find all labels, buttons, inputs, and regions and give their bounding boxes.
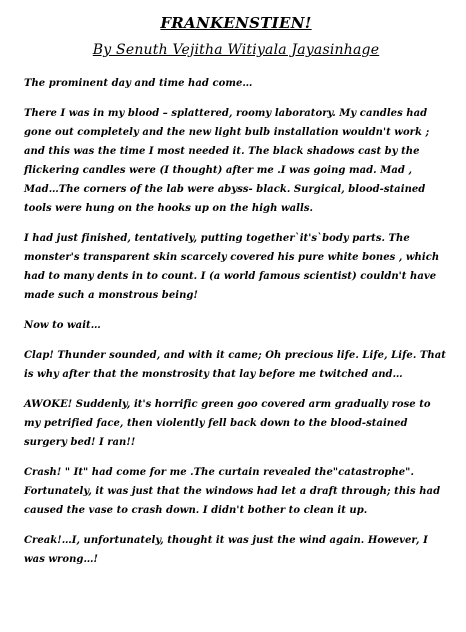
paragraph-awoke: AWOKE! Suddenly, it's horrific green goo covered arm gradually rose to my petrified face, then violently fell back down to the blood-stained surgery bed! I ran!! bbox=[24, 399, 431, 448]
paragraph-thunder: Clap! Thunder sounded, and with it came; Oh precious life. Life, Life. That is why after that the monstrosity that lay before me twitched and… bbox=[24, 350, 446, 380]
paragraph-body-parts: I had just finished, tentatively, putting together`it's`body parts. The monster's transparent skin scarcely covered his pure white bones , which had to many dents in to count. I (a world famous scientist) couldn't have made such a monstrous being! bbox=[24, 233, 440, 301]
paragraph-crash: Crash! " It" had come for me .The curtain revealed the"catastrophe". Fortunately, it was just that the windows had let a draft through; this had caused the vase to crash down. I didn't bother to clean it up. bbox=[24, 467, 441, 516]
author-byline: By Senuth Vejitha Witiyala Jayasinhage bbox=[92, 42, 380, 58]
paragraph-opening: The prominent day and time had come… bbox=[24, 78, 253, 89]
paragraph-wait: Now to wait… bbox=[24, 320, 101, 331]
document-title: FRANKENSTIEN! bbox=[160, 14, 312, 32]
paragraph-laboratory: There I was in my blood – splattered, roomy laboratory. My candles had gone out completely and the new light bulb installation wouldn't work ; and this was the time I most needed it. The black shadows cast by the flickering candles were (I thought) after me .I was going mad. Mad , Mad…The corners of the lab were abyss- black. Surgical, blood-stained tools were hung on the hooks up on the high walls. bbox=[24, 108, 430, 214]
paragraph-creak: Creak!…I, unfortunately, thought it was just the wind again. However, I was wrong…! bbox=[24, 535, 428, 565]
